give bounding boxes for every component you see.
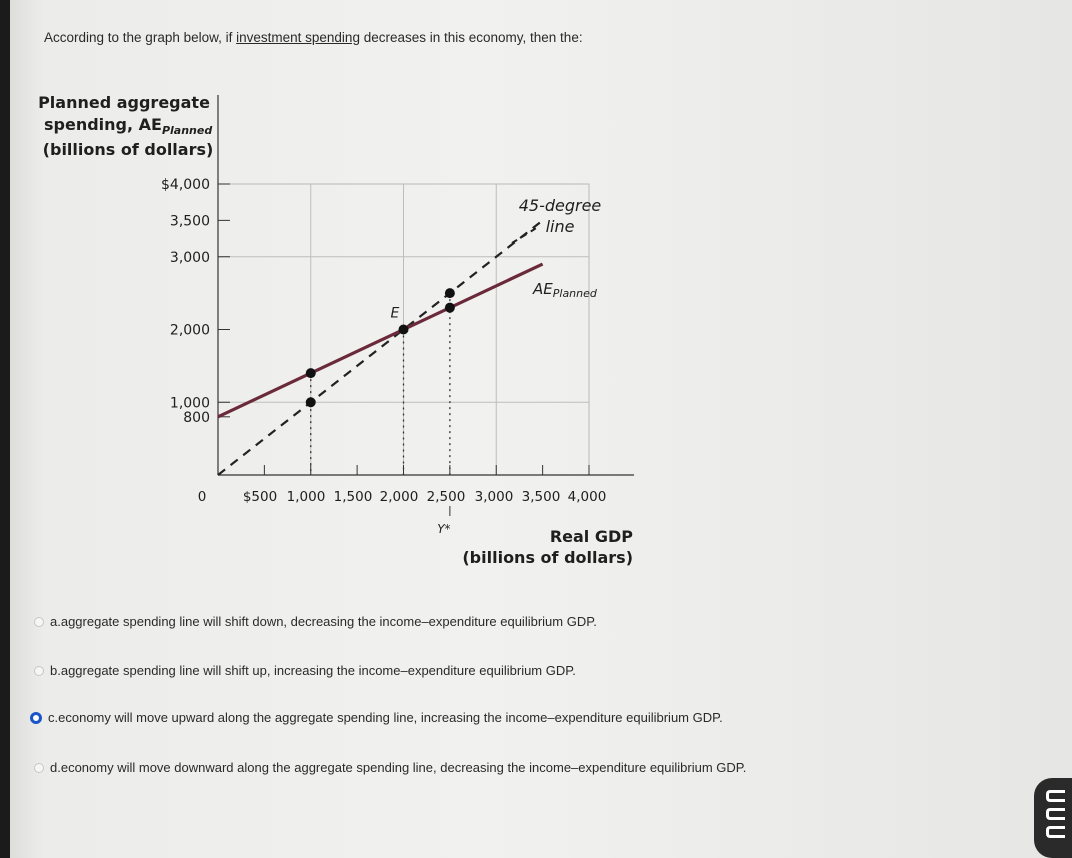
option-d-radio[interactable]	[34, 763, 44, 773]
label-45-degree-pointer	[512, 227, 538, 243]
label-45-degree-2: line	[545, 217, 575, 236]
data-point	[399, 325, 409, 335]
chat-widget-glyph-bottom	[1046, 826, 1065, 838]
y-tick-label: $4,000	[161, 177, 210, 193]
x-tick-label: 2,000	[379, 489, 419, 505]
option-a-radio[interactable]	[34, 617, 44, 627]
ystar-label: Y*	[437, 522, 451, 536]
data-point	[445, 303, 455, 313]
x-tick-label: 4,000	[567, 489, 607, 505]
y-axis-title-line-3: (billions of dollars)	[42, 140, 214, 159]
question-underlined: investment spending	[236, 30, 360, 45]
x-axis-title-line-1: Real GDP	[549, 527, 633, 546]
y-axis-title-line-1: Planned aggregate	[38, 93, 210, 112]
y-tick-label: 1,000	[169, 395, 210, 412]
series-45-degree-line	[218, 220, 543, 475]
option-a-letter: a.	[50, 614, 61, 629]
option-b[interactable]	[34, 663, 576, 678]
ae-chart	[30, 85, 650, 585]
x-tick-label: 3,500	[521, 489, 561, 505]
label-ae-planned	[532, 280, 598, 300]
label-ae-subscript: Planned	[552, 287, 597, 300]
option-c-radio[interactable]	[30, 712, 42, 724]
label-ae-main: AE	[533, 280, 553, 298]
chat-widget-icon[interactable]	[1034, 778, 1072, 858]
option-b-radio[interactable]	[34, 666, 44, 676]
option-c-letter: c.	[48, 710, 59, 725]
y-tick-label: 3,000	[169, 249, 210, 266]
origin-label: 0	[197, 489, 207, 505]
x-axis-title-line-2: (billions of dollars)	[462, 548, 633, 567]
data-point	[306, 397, 316, 407]
x-tick-label: $500	[242, 489, 278, 505]
option-a-text: aggregate spending line will shift down, decreasing the income–expenditure equilibrium GDP.	[60, 614, 597, 629]
chat-widget-glyph-top	[1046, 790, 1065, 802]
data-point	[445, 288, 455, 298]
question-text	[44, 30, 583, 45]
data-point	[306, 368, 316, 378]
label-45-degree-1: 45-degree	[518, 196, 602, 215]
option-d-letter: d.	[50, 760, 61, 775]
y-tick-label: 3,500	[169, 213, 210, 230]
point-label-e: E	[390, 305, 400, 322]
option-b-text: aggregate spending line will shift up, increasing the income–expenditure equilibrium GDP.	[60, 663, 576, 678]
option-d-text: economy will move downward along the aggregate spending line, decreasing the income–expenditure equilibrium GDP.	[60, 760, 747, 775]
question-after: decreases in this economy, then the:	[359, 30, 583, 45]
series-ae-planned-line	[218, 264, 543, 417]
option-c[interactable]	[30, 710, 723, 725]
option-d[interactable]	[34, 760, 746, 775]
x-tick-label: 3,000	[474, 489, 514, 505]
y-axis-title-main: spending, AE	[44, 115, 162, 134]
x-tick-label: 2,500	[426, 489, 466, 505]
y-axis-title-subscript: Planned	[161, 124, 213, 137]
question-before: According to the graph below, if	[44, 30, 237, 45]
y-tick-label: 2,000	[169, 322, 210, 339]
y-tick-label: 800	[183, 409, 210, 426]
y-axis-title-line-2	[44, 115, 212, 137]
window-edge	[0, 0, 10, 858]
chat-widget-glyph-mid	[1046, 808, 1065, 820]
option-b-letter: b.	[50, 663, 61, 678]
option-c-text: economy will move upward along the aggregate spending line, increasing the income–expenditure equilibrium GDP.	[58, 710, 723, 725]
option-a[interactable]	[34, 614, 597, 629]
x-tick-label: 1,000	[286, 489, 326, 505]
x-tick-label: 1,500	[333, 489, 373, 505]
